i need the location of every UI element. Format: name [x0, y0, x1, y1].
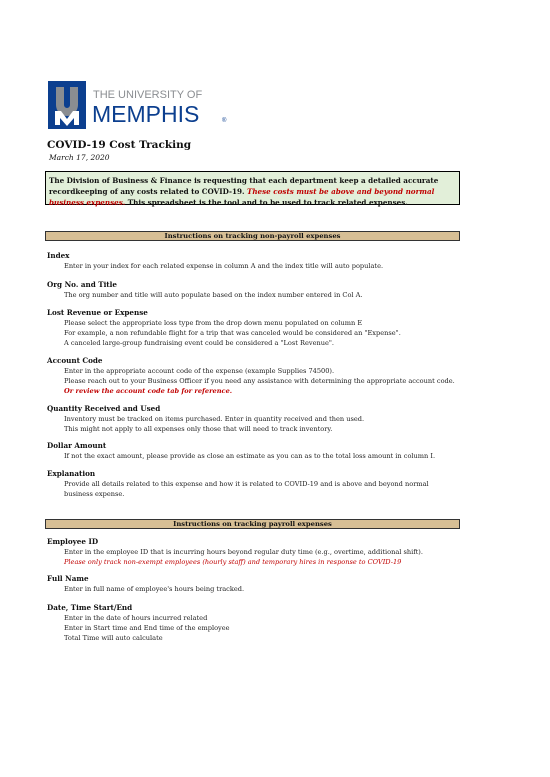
section-title: Lost Revenue or Expense — [47, 308, 148, 317]
notice-text-1: The Division of Business & Finance is requesting that each department keep a detailed accurate recordkeeping of any costs related to COVID-19. — [49, 176, 439, 196]
section-explanation — [47, 469, 467, 499]
section-date-time — [47, 603, 467, 643]
section-line: The org number and title will auto populate based on the index number entered in Col A. — [64, 291, 363, 299]
section-quantity — [47, 404, 467, 434]
page-title: COVID-19 Cost Tracking — [47, 139, 192, 151]
payroll-header: Instructions on tracking payroll expenses — [45, 519, 460, 529]
section-line: Enter in your index for each related expense in column A and the index title will auto populate. — [64, 262, 384, 270]
nonpayroll-header: Instructions on tracking non-payroll expenses — [45, 231, 460, 241]
section-title: Index — [47, 251, 70, 260]
page-date: March 17, 2020 — [49, 153, 110, 162]
section-employee-id — [47, 537, 467, 567]
university-logo — [48, 81, 228, 129]
section-line: Enter in the appropriate account code of the expense (example Supplies 74500). — [64, 367, 335, 375]
section-org — [47, 280, 467, 300]
section-title: Quantity Received and Used — [47, 404, 161, 413]
employee-note: Please only track non-exempt employees (hourly staff) and temporary hires in response to COVID-19 — [64, 558, 402, 566]
section-line: Enter in Start time and End time of the employee — [64, 624, 230, 632]
section-title: Account Code — [47, 356, 103, 365]
section-title: Employee ID — [47, 537, 99, 546]
notice-text-2: This spreadsheet is the tool and to be used to track related expenses. — [127, 198, 408, 207]
section-line: Enter in the date of hours incurred related — [64, 614, 208, 622]
account-code-tab-reference: Or review the account code tab for reference. — [64, 387, 233, 395]
section-line: Please reach out to your Business Officer if you need any assistance with determining the appropriate account code. — [64, 377, 455, 385]
logo-line1: THE UNIVERSITY OF — [93, 89, 203, 101]
section-title: Full Name — [47, 574, 89, 583]
section-title: Date, Time Start/End — [47, 603, 133, 612]
section-line: Inventory must be tracked on items purchased. Enter in quantity received and then used. — [64, 415, 365, 423]
section-dollar-amount — [47, 441, 467, 461]
section-line: This might not apply to all expenses only those that will need to track inventory. — [64, 425, 333, 433]
section-line: Please select the appropriate loss type from the drop down menu populated on column E — [64, 319, 363, 327]
logo-registered-mark: ® — [222, 118, 227, 124]
notice-text-red: These costs must be above and beyond normal business expenses. — [49, 187, 435, 207]
section-line: Total Time will auto calculate — [64, 634, 163, 642]
section-line: For example, a non refundable flight for a trip that was canceled would be considered an "Expense". — [64, 329, 401, 337]
section-title: Org No. and Title — [47, 280, 117, 289]
notice-box — [45, 171, 460, 205]
section-index — [47, 251, 467, 271]
section-title: Explanation — [47, 469, 96, 478]
section-line: Enter in the employee ID that is incurring hours beyond regular duty time (e.g., overtime, additional shift). — [64, 548, 423, 556]
section-line: A canceled large-group fundraising event could be considered a "Lost Revenue". — [64, 339, 335, 347]
section-line: Provide all details related to this expense and how it is related to COVID-19 and is above and beyond normal — [64, 480, 429, 488]
section-line: Enter in full name of employee's hours being tracked. — [64, 585, 245, 593]
section-full-name — [47, 574, 467, 594]
section-account-code — [47, 356, 467, 396]
section-line: business expense. — [64, 490, 125, 498]
section-line: If not the exact amount, please provide as close an estimate as you can as to the total loss amount in column I. — [64, 452, 436, 460]
section-title: Dollar Amount — [47, 441, 107, 450]
section-lost-revenue — [47, 308, 467, 348]
logo-line2: MEMPHIS — [92, 101, 200, 127]
